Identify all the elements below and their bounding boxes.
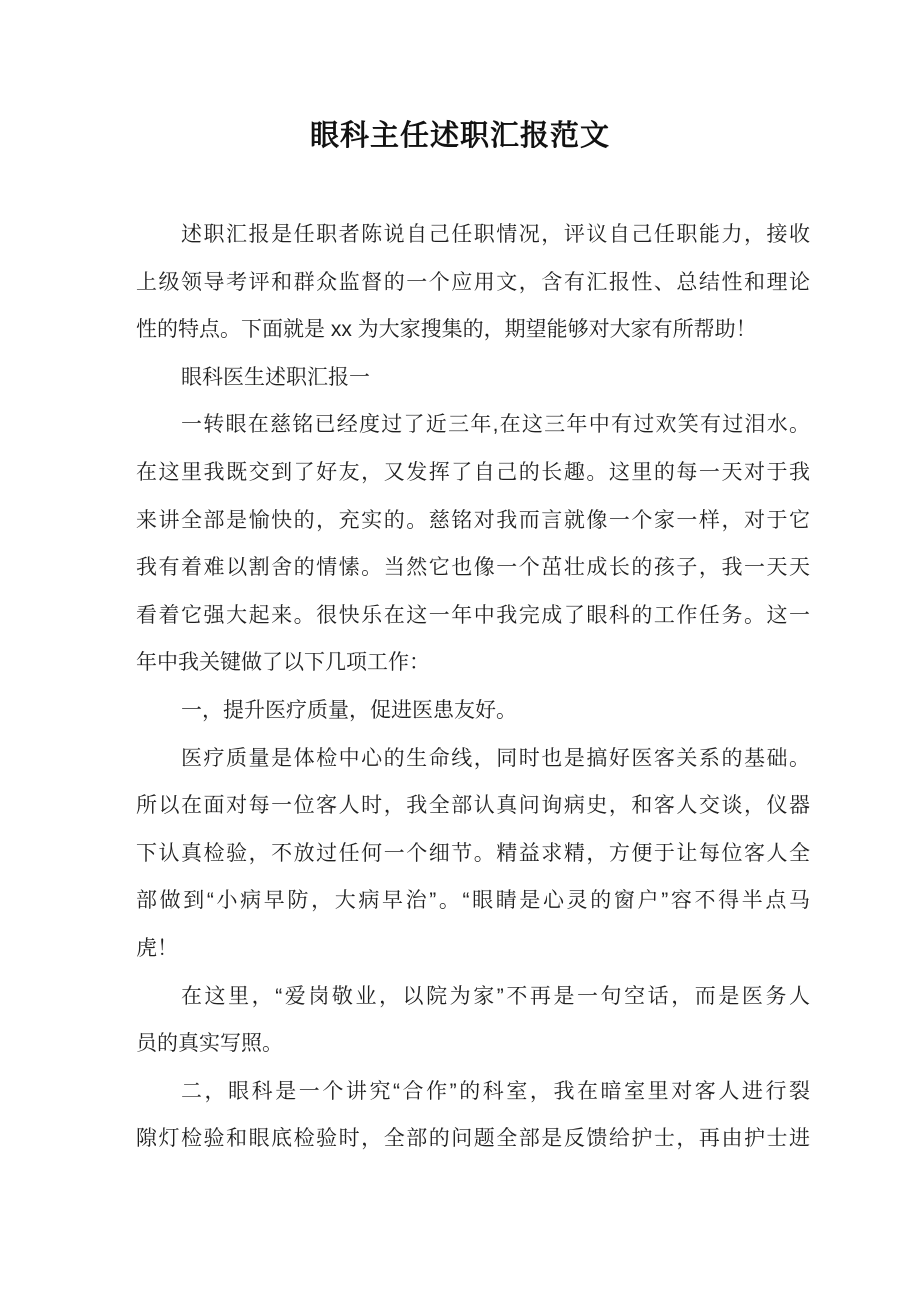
text-line: 隙灯检验和眼底检验时，全部的问题全部是反馈给护士，再由护士进 [136,1127,810,1151]
text-line: 在这里我既交到了好友，又发挥了自己的长趣。这里的每一天对于我 [136,460,810,484]
text-line: 我有着难以割舍的情愫。当然它也像一个茁壮成长的孩子，我一天天 [136,556,810,580]
text-line: 述职汇报是任职者陈说自己任职情况，评议自己任职能力，接收 [181,223,810,246]
text-line: 二，眼科是一个讲究“合作”的科室，我在暗室里对客人进行裂 [181,1079,810,1103]
text-line: 员的真实写照。 [136,1032,283,1056]
text-line: 所以在面对每一位客人时，我全部认真问询病史，和客人交谈，仪器 [136,794,810,818]
document-body [136,211,810,1163]
text-line: 来讲全部是愉快的，充实的。慈铭对我而言就像一个家一样，对于它 [136,508,810,532]
text-line: 虎！ [136,936,178,960]
document-title: 眼科主任述职汇报范文 [309,120,610,152]
text-line: 部做到“小病早防，大病早治”。“眼睛是心灵的窗户”容不得半点马 [136,889,810,913]
text-line: 年中我关键做了以下几项工作： [136,651,430,675]
text-line: 看着它强大起来。很快乐在这一年中我完成了眼科的工作任务。这一 [136,603,810,627]
text-line: 一，提升医疗质量，促进医患友好。 [181,698,517,722]
text-line: 一转眼在慈铭已经度过了近三年,在这三年中有过欢笑有过泪水。 [181,413,810,437]
text-line: 下认真检验，不放过任何一个细节。精益求精，方便于让每位客人全 [136,841,810,865]
text-line: 在这里，“爱岗敬业，以院为家”不再是一句空话，而是医务人 [181,984,810,1008]
text-line: 上级领导考评和群众监督的一个应用文，含有汇报性、总结性和理论 [136,270,810,294]
text-line: 医疗质量是体检中心的生命线，同时也是搞好医客关系的基础。 [181,746,810,770]
text-line: 性的特点。下面就是 xx 为大家搜集的，期望能够对大家有所帮助！ [136,318,757,342]
text-line: 眼科医生述职汇报一 [181,365,370,389]
